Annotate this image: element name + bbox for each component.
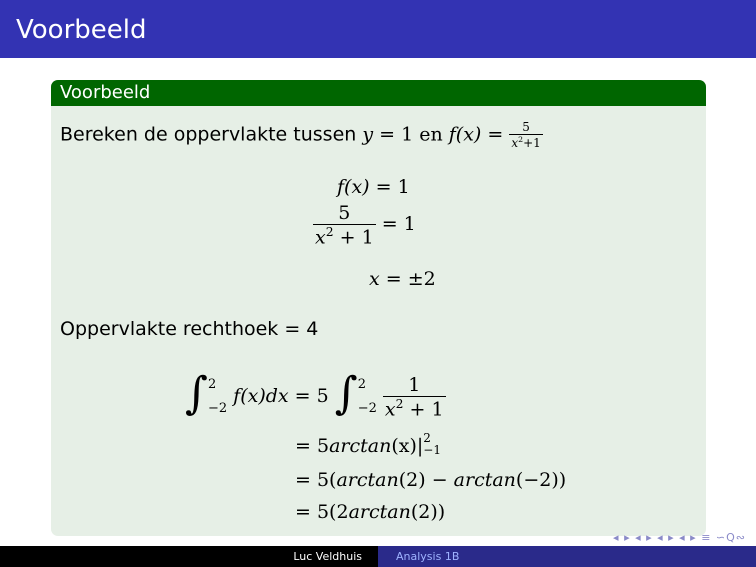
beamer-navigation[interactable]: ◂ ▸ ◂ ▸ ◂ ▸ ◂ ▸ ≡ ∽Q∾	[613, 531, 746, 544]
integral-limits-1: 2 −2	[207, 377, 228, 416]
step1-fn: arctan	[329, 435, 392, 457]
integral-frac-num: 1	[383, 374, 446, 397]
equation-3	[369, 268, 436, 290]
integral-sign-1: ∫	[185, 368, 208, 419]
step1-limits: 2 −1	[423, 431, 441, 457]
intro-den: $x^2+1$	[511, 135, 541, 150]
eq2-fraction	[313, 202, 376, 248]
rectangle-area-text: Oppervlakte rechthoek = 4	[60, 318, 319, 340]
integral-integrand-1: f(x)dx	[233, 385, 289, 407]
step2-pre: = 5(	[295, 469, 337, 491]
eq2-den: $x^2 + 1$	[315, 225, 374, 249]
step1-arg: (x)|	[391, 435, 424, 457]
integral-frac-den: $x^2 + 1$	[384, 396, 444, 421]
footer-author-panel	[0, 546, 378, 567]
eq2-right: = 1	[381, 213, 416, 236]
step-1	[295, 432, 441, 457]
step2-fn2: arctan	[453, 469, 516, 491]
footer-author: Luc Veldhuis	[293, 550, 362, 563]
eq3-right: = ±2	[385, 268, 436, 290]
eq3-left: x	[369, 268, 380, 290]
intro-y: y	[362, 123, 374, 146]
intro-num: 5	[509, 120, 542, 135]
slide-title: Voorbeeld	[16, 15, 147, 45]
example-block	[51, 80, 706, 536]
equation-2	[313, 202, 416, 248]
intro-fraction	[509, 120, 542, 150]
step3-end: (2))	[410, 501, 446, 523]
footer	[0, 546, 756, 567]
integral-equals: = 5	[294, 385, 329, 407]
footer-course-panel	[378, 546, 756, 567]
integral-fraction	[383, 374, 446, 420]
eq2-num: 5	[313, 202, 376, 225]
step1-pre: = 5	[295, 435, 330, 457]
block-title: Voorbeeld	[51, 80, 706, 106]
step-3	[295, 501, 445, 523]
step3-fn: arctan	[348, 501, 411, 523]
intro-eq1: = 1 en	[379, 123, 443, 146]
integral-sign-2: ∫	[334, 368, 358, 419]
step2-mid: (2) −	[398, 469, 448, 491]
integral-line	[185, 362, 446, 421]
equation-1	[337, 176, 410, 198]
step3-pre: = 5(2	[295, 501, 349, 523]
eq1-right: = 1	[375, 176, 410, 198]
slide-title-bar	[0, 0, 756, 58]
intro-f: f(x) =	[448, 123, 504, 146]
footer-course: Analysis 1B	[396, 550, 460, 563]
intro-text: Bereken de oppervlakte tussen	[60, 123, 357, 146]
step-2	[295, 469, 566, 491]
eq1-left: f(x)	[337, 176, 370, 198]
integral-limits-2: 2 −2	[357, 377, 377, 416]
intro-line	[60, 120, 543, 150]
step2-end: (−2))	[515, 469, 567, 491]
step2-fn1: arctan	[336, 469, 399, 491]
